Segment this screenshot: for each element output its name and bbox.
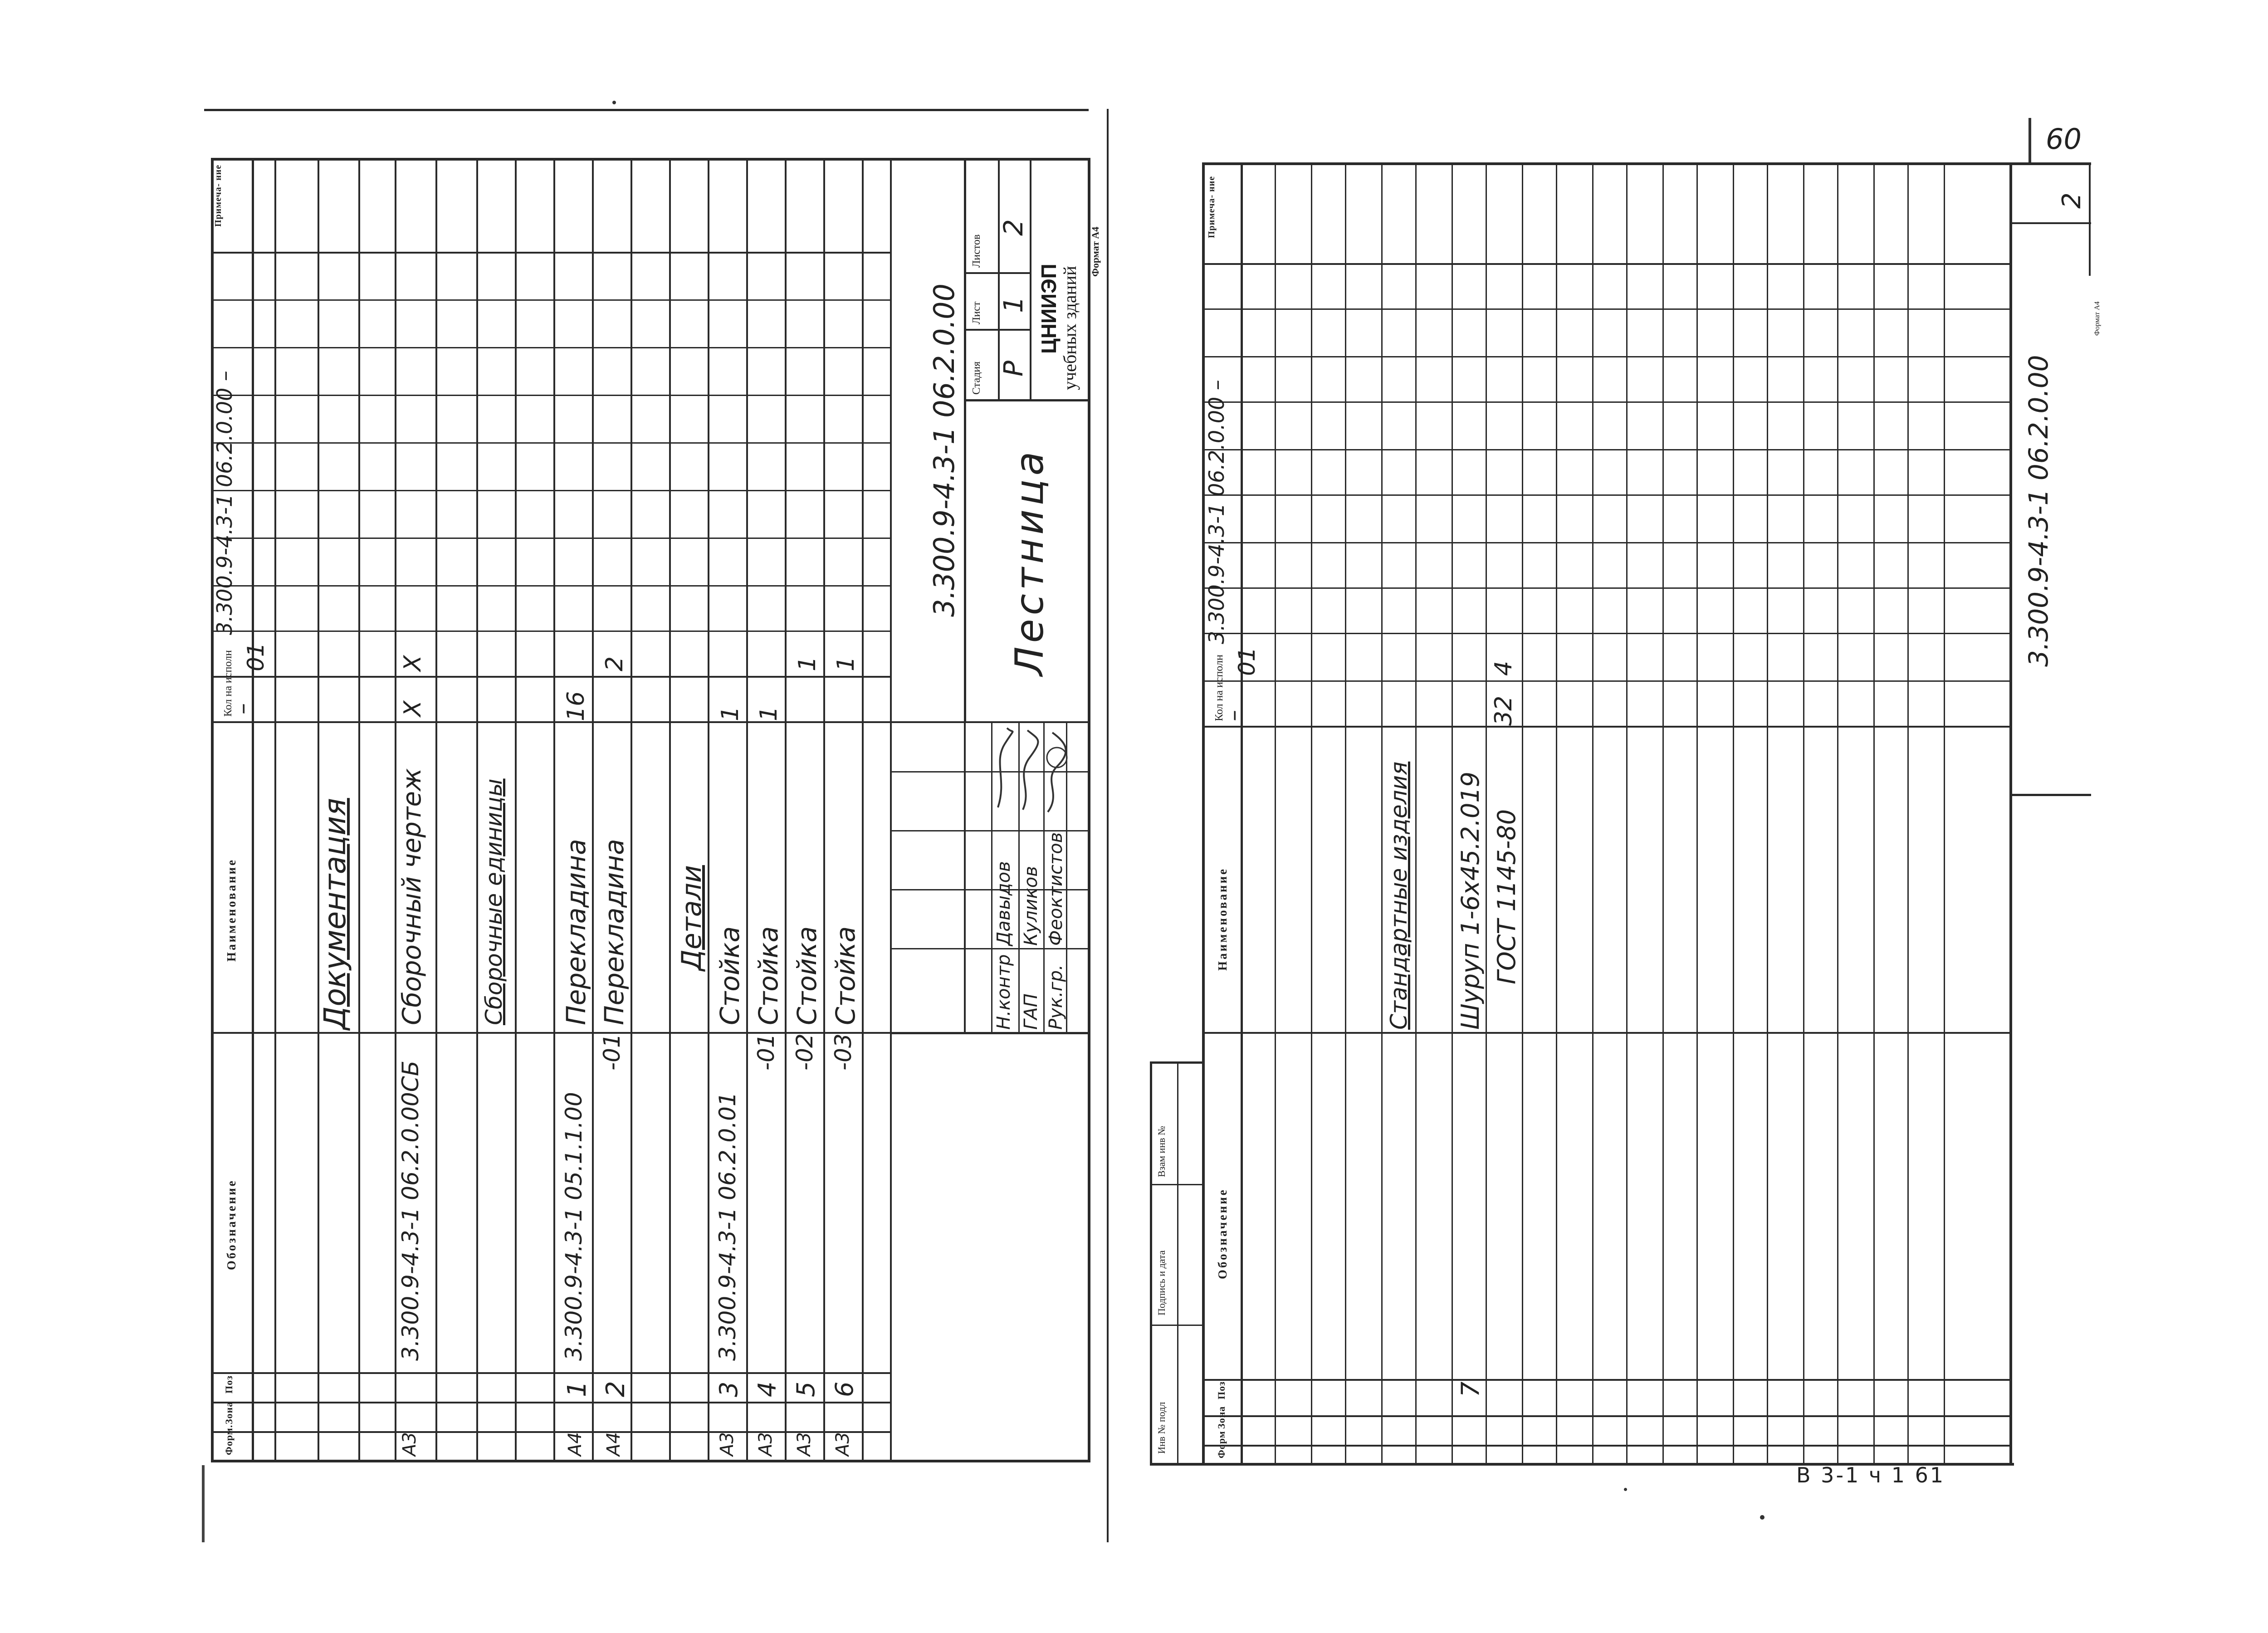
header-name: Наименование [1216, 867, 1229, 971]
header-pos: Поз [223, 1375, 235, 1393]
row-designation: -01 [599, 1033, 625, 1071]
row-name: Перекладина [561, 839, 591, 1025]
row-name: Стойка [714, 926, 745, 1025]
signer-name: Феоктистов [1046, 832, 1066, 946]
right-format-label: Формат А4 [2093, 301, 2101, 336]
signer-role: Рук.гр. [1046, 964, 1066, 1030]
row-qty: Х [399, 655, 426, 671]
stamp-label: Взам инв № [1156, 1126, 1167, 1177]
title-block-product: Лестница [1007, 448, 1052, 676]
row-qty: 1 [755, 706, 782, 721]
stage-label: Стадия [971, 361, 982, 395]
row-designation: 3.300.9-4.3-1 05.1.1.00 [561, 1092, 587, 1361]
row-qty: 32 [1490, 695, 1517, 726]
row-pos: 3 [714, 1381, 743, 1397]
row-format: А3 [755, 1432, 776, 1456]
header-qty: Кол на исполн [1213, 655, 1225, 721]
row-format: А3 [832, 1432, 853, 1456]
signer-name: Куликов [1021, 866, 1041, 946]
row-designation: 3.300.9-4.3-1 06.2.0.00СБ [397, 1061, 424, 1361]
header-zone: Зона [1216, 1406, 1227, 1429]
header-format: Форм [1216, 1431, 1227, 1458]
top-cut-line [204, 109, 1089, 111]
signature-scribbles [989, 726, 1089, 816]
row-name: Сборочный чертеж [397, 768, 427, 1025]
row-designation: -02 [792, 1033, 818, 1071]
row-pos: 6 [830, 1381, 859, 1397]
row-qty: 1 [794, 656, 821, 671]
header-note: Примеча- ние [213, 164, 223, 227]
row-format: А3 [717, 1432, 738, 1456]
header-name: Наименование [225, 858, 238, 962]
org-subtitle: учебных зданий [1060, 266, 1080, 390]
row-pos: 4 [753, 1381, 782, 1397]
row-pos: 5 [792, 1381, 820, 1397]
row-qty: 2 [601, 656, 628, 671]
format-label: Формат А4 [1090, 226, 1101, 277]
row-designation: -03 [830, 1033, 856, 1071]
row-name: ГОСТ 1145-80 [1492, 809, 1521, 984]
scan-speck [612, 101, 616, 104]
row-name: Стойка [830, 926, 861, 1025]
row-format: А4 [603, 1432, 624, 1456]
right-sheet-number: 2 [2057, 192, 2087, 209]
stage-value: Р [998, 361, 1029, 376]
row-name: Документация [318, 798, 352, 1030]
variant-0: – [1220, 710, 1246, 721]
row-format: А4 [565, 1432, 586, 1456]
variant-1: 01 [1234, 647, 1260, 676]
header-designation: Обозначение [225, 1179, 238, 1270]
header-designation: Обозначение [1216, 1188, 1229, 1279]
row-name: Детали [676, 865, 708, 971]
signer-name: Давыдов [993, 861, 1014, 946]
signer-role: ГАП [1021, 993, 1041, 1030]
row-name: Сборочные единицы [481, 778, 507, 1025]
header-zone: Зона [223, 1401, 235, 1424]
header-note: Примеча- ние [1207, 176, 1217, 238]
page-number: 60 [2046, 122, 2082, 156]
row-designation: -01 [753, 1033, 779, 1071]
row-name: Стойка [792, 926, 822, 1025]
variant-0: – [229, 703, 255, 714]
row-pos: 2 [601, 1381, 631, 1397]
stamp-label: Подпись и дата [1156, 1250, 1167, 1315]
header-pos: Поз [1216, 1381, 1227, 1399]
header-qty: Кол на исполн [222, 650, 234, 717]
row-pos: 1 [562, 1381, 592, 1397]
scan-speck [1624, 1488, 1627, 1491]
row-name: Стойка [753, 926, 784, 1025]
row-qty: 1 [832, 656, 860, 671]
row-name: Шуруп 1-6х45.2.019 [1456, 771, 1485, 1030]
row-qty: 16 [562, 691, 590, 721]
header-format: Форм. [223, 1424, 235, 1455]
row-name: Перекладина [599, 839, 630, 1025]
right-side-code: 3.300.9-4.3-1 06.2.0.00 [2023, 355, 2054, 667]
row-format: А3 [794, 1432, 815, 1456]
row-format: А3 [399, 1432, 420, 1456]
row-designation: 3.300.9-4.3-1 06.2.0.01 [714, 1092, 741, 1361]
title-block-code: 3.300.9-4.3-1 06.2.0.00 [928, 284, 961, 617]
sheets-label: Листов [971, 234, 982, 268]
scan-speck [1760, 1515, 1765, 1520]
row-pos: 7 [1456, 1381, 1485, 1397]
signer-role: Н.контр [993, 954, 1014, 1030]
sheets-value: 2 [998, 219, 1029, 236]
row-name: Стандартные изделия [1386, 761, 1412, 1030]
footer-stamp: В 3-1 ч 1 61 [1796, 1463, 1945, 1487]
scan-edge-mark [202, 1465, 205, 1542]
row-qty: Х [399, 700, 426, 717]
left-top-code: 3.300.9-4.3-1 06.2.0.00 – [212, 371, 237, 635]
row-qty: 1 [717, 706, 744, 721]
right-top-code: 3.300.9-4.3-1 06.2.0.00 – [1204, 380, 1229, 644]
fold-line [1107, 109, 1109, 1542]
row-qty: 4 [1490, 660, 1517, 676]
variant-1: 01 [243, 642, 269, 671]
stamp-label: Инв № подл [1156, 1402, 1167, 1454]
sheet-value: 1 [998, 296, 1029, 313]
sheet-label: Лист [971, 301, 982, 324]
org-name: ЦНИИЭП [1037, 264, 1061, 354]
